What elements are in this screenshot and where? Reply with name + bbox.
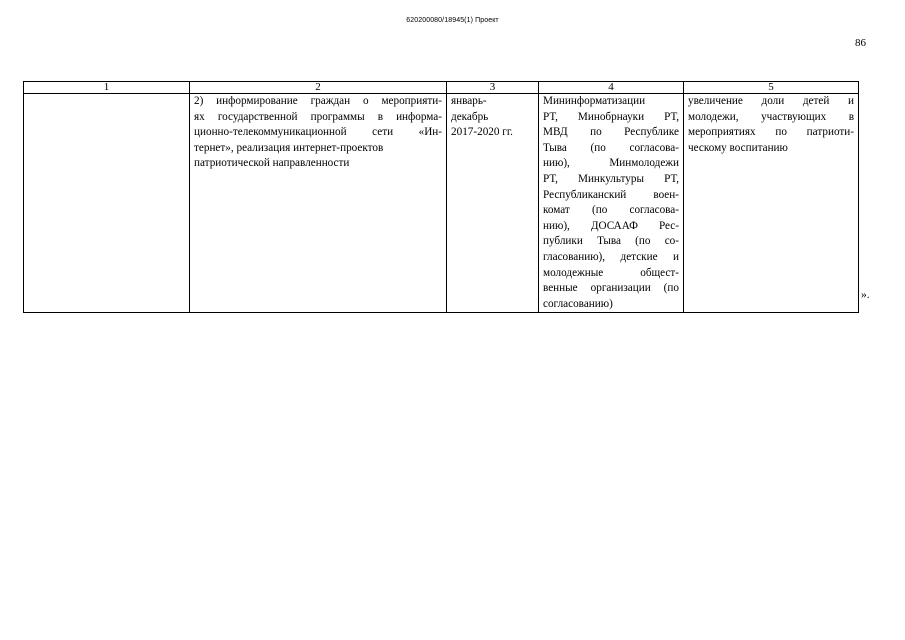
executor-line: Мининформатизации (543, 95, 646, 107)
cell-executors (539, 94, 684, 313)
page-number: 86 (855, 37, 866, 49)
period-line: 2017-2020 гг. (451, 126, 513, 139)
outcome-line: ческому воспитанию (688, 141, 788, 154)
executor-line: согласованию) (543, 297, 613, 310)
column-header-4: 4 (539, 82, 684, 94)
closing-quote: ». (861, 289, 870, 301)
outcome-line: увеличение доли детей и (688, 95, 854, 107)
activity-line: ях государственной программы в информа- (194, 110, 442, 123)
cell-outcome (684, 94, 859, 313)
column-header-2: 2 (190, 82, 447, 94)
executor-line: молодежные общест- (543, 266, 679, 279)
executor-line: публики Тыва (по со- (543, 235, 679, 248)
activity-line: тернет», реализация интернет-проектов (194, 141, 384, 154)
executor-line: МВД по Республике (543, 126, 679, 139)
executor-line: венные организации (по (543, 282, 679, 295)
activity-line: патриотической направленности (194, 157, 350, 170)
column-header-3: 3 (447, 82, 539, 94)
executor-line: РТ, Минобрнауки РТ, (543, 110, 679, 123)
period-line: декабрь (451, 110, 489, 123)
cell-col1 (24, 94, 190, 313)
executor-line: Тыва (по согласова- (543, 141, 679, 154)
period-line: январь- (451, 95, 487, 107)
table-header-row (24, 82, 859, 94)
cell-activity (190, 94, 447, 313)
document-id-header: 620200080/18945(1) Проект (406, 17, 499, 24)
table-row (24, 94, 859, 313)
column-header-1: 1 (24, 82, 190, 94)
activity-line: 2) информирование граждан о мероприяти- (194, 95, 442, 107)
program-table (23, 81, 859, 313)
executor-line: нию), Минмолодежи (543, 157, 679, 170)
executor-line: гласованию), детские и (543, 250, 679, 263)
activity-line: ционно-телекоммуникационной сети «Ин- (194, 126, 442, 139)
outcome-line: мероприятиях по патриоти- (688, 126, 854, 139)
executor-line: Республиканский воен- (543, 188, 679, 201)
executor-line: РТ, Минкультуры РТ, (543, 172, 679, 185)
executor-line: нию), ДОСААФ Рес- (543, 219, 679, 232)
outcome-line: молодежи, участвующих в (688, 110, 854, 123)
executor-line: комат (по согласова- (543, 204, 679, 217)
column-header-5: 5 (684, 82, 859, 94)
cell-period (447, 94, 539, 313)
